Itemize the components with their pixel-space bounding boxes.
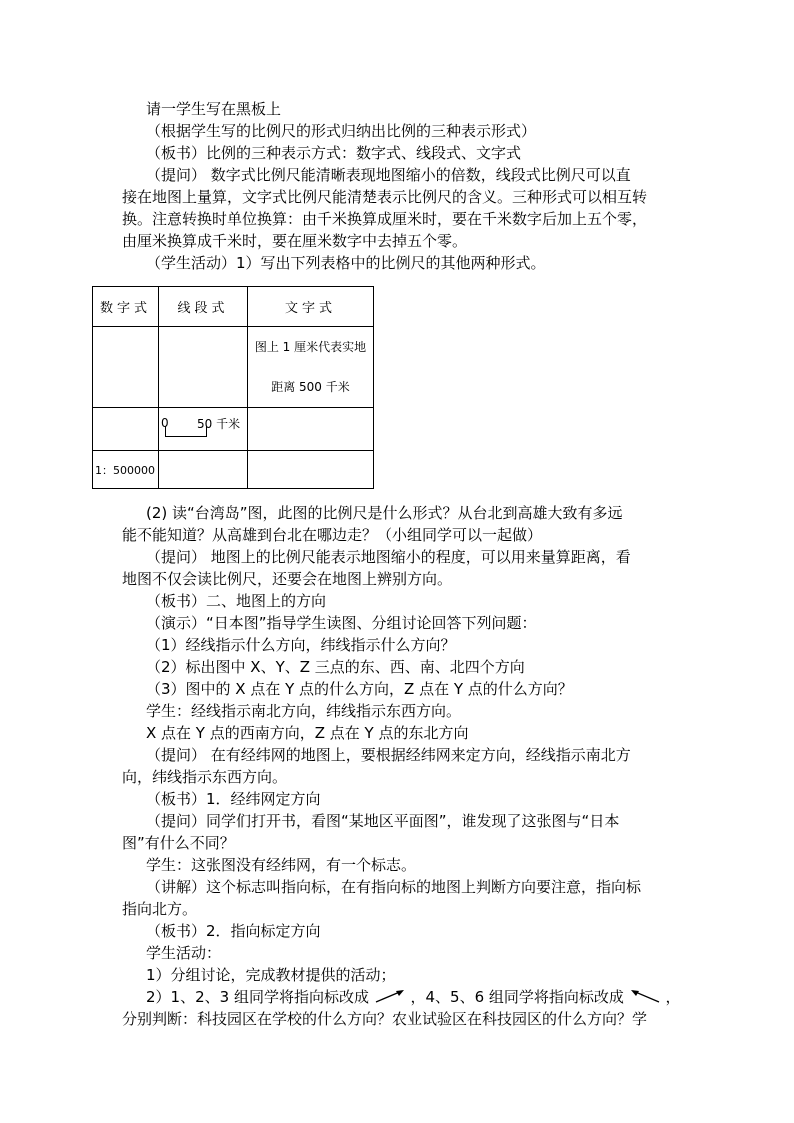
text-line: （提问）同学们打开书，看图“某地区平面图”，谁发现了这张图与“日本	[146, 812, 620, 830]
text-line: （学生活动）1）写出下列表格中的比例尺的其他两种形式。	[146, 254, 546, 272]
empty-cell	[159, 451, 248, 489]
text-line: 学生：经线指示南北方向，纬线指示东西方向。	[146, 702, 462, 720]
text-line: （讲解）这个标志叫指向标，在有指向标的地图上判断方向要注意，指向标	[146, 878, 642, 896]
text-line: 指向北方。	[122, 900, 198, 918]
text-line: （板书）比例的三种表示方式：数字式、线段式、文字式	[146, 144, 522, 162]
verbal-scale-line2: 距离 500 千米	[271, 380, 350, 394]
activity-text-part2: ，4、5、6 组同学将指向标改成	[410, 988, 624, 1006]
empty-cell	[93, 327, 159, 408]
empty-cell	[248, 451, 374, 489]
text-line: （板书）2．指向标定方向	[146, 922, 321, 940]
text-line: （板书）二、地图上的方向	[146, 592, 327, 610]
text-line: 学生活动：	[146, 944, 222, 962]
header-verbal: 文字式	[248, 287, 374, 327]
text-line: 向，纬线指示东西方向。	[122, 768, 288, 786]
linear-scale-cell	[159, 408, 248, 451]
text-line: （演示）“日本图”指导学生读图、分组讨论回答下列问题：	[146, 614, 537, 632]
text-line: （1）经线指示什么方向，纬线指示什么方向？	[146, 636, 456, 654]
text-line: （3）图中的 X 点在 Y 点的什么方向，Z 点在 Y 点的什么方向？	[146, 680, 573, 698]
header-linear: 线段式	[159, 287, 248, 327]
activity-text-part1: 2）1、2、3 组同学将指向标改成	[146, 988, 369, 1006]
text-line: （提问） 在有经纬网的地图上，要根据经纬网来定方向，经线指示南北方	[146, 746, 631, 764]
empty-cell	[159, 327, 248, 408]
text-line: 地图不仅会读比例尺，还要会在地图上辨别方向。	[122, 570, 453, 588]
text-line: 由厘米换算成千米时，要在厘米数字中去掉五个零。	[122, 232, 468, 250]
empty-cell	[93, 408, 159, 451]
header-numeric: 数字式	[93, 287, 159, 327]
text-line: (2) 读“台湾岛”图，此图的比例尺是什么形式？从台北到高雄大致有多远	[146, 504, 623, 522]
text-line: 换。注意转换时单位换算：由千米换算成厘米时，要在千米数字后加上五个零，	[122, 210, 648, 228]
text-line: 分别判断：科技园区在学校的什么方向？农业试验区在科技园区的什么方向？学	[122, 1010, 648, 1028]
text-line: 1）分组讨论，完成教材提供的活动；	[146, 966, 396, 984]
text-line: （提问） 地图上的比例尺能表示地图缩小的程度，可以用来量算距离，看	[146, 548, 631, 566]
numeric-scale-cell: 1：500000	[93, 451, 159, 489]
empty-cell	[248, 408, 374, 451]
scale-table	[92, 286, 374, 489]
text-line: 能不能知道？从高雄到台北在哪边走？（小组同学可以一起做）	[122, 526, 543, 544]
scale-bar-zero: 0	[161, 416, 169, 430]
text-line: 请一学生写在黑板上	[146, 100, 282, 118]
scale-bar-label: 50 千米	[197, 417, 241, 431]
text-line: （2）标出图中 X、Y、Z 三点的东、西、南、北四个方向	[146, 658, 525, 676]
text-line: 学生：这张图没有经纬网，有一个标志。	[146, 856, 417, 874]
arrow-northwest-icon	[629, 988, 661, 1004]
text-line: （板书）1．经纬网定方向	[146, 790, 321, 808]
verbal-scale-cell	[248, 327, 374, 408]
text-line: 接在地图上量算，文字式比例尺能清楚表示比例尺的含义。三种形式可以相互转	[122, 188, 648, 206]
activity-text-part3: ，	[665, 988, 681, 1006]
text-line: 图”有什么不同？	[122, 834, 235, 852]
arrow-northeast-icon	[374, 988, 406, 1004]
text-line: X 点在 Y 点的西南方向，Z 点在 Y 点的东北方向	[146, 724, 469, 742]
verbal-scale-line1: 图上 1 厘米代表实地	[254, 340, 367, 354]
text-line: （根据学生写的比例尺的形式归纳出比例的三种表示形式）	[146, 122, 537, 140]
text-line: （提问） 数字式比例尺能清晰表现地图缩小的倍数，线段式比例尺可以直	[146, 166, 631, 184]
activity-line	[146, 986, 681, 1008]
